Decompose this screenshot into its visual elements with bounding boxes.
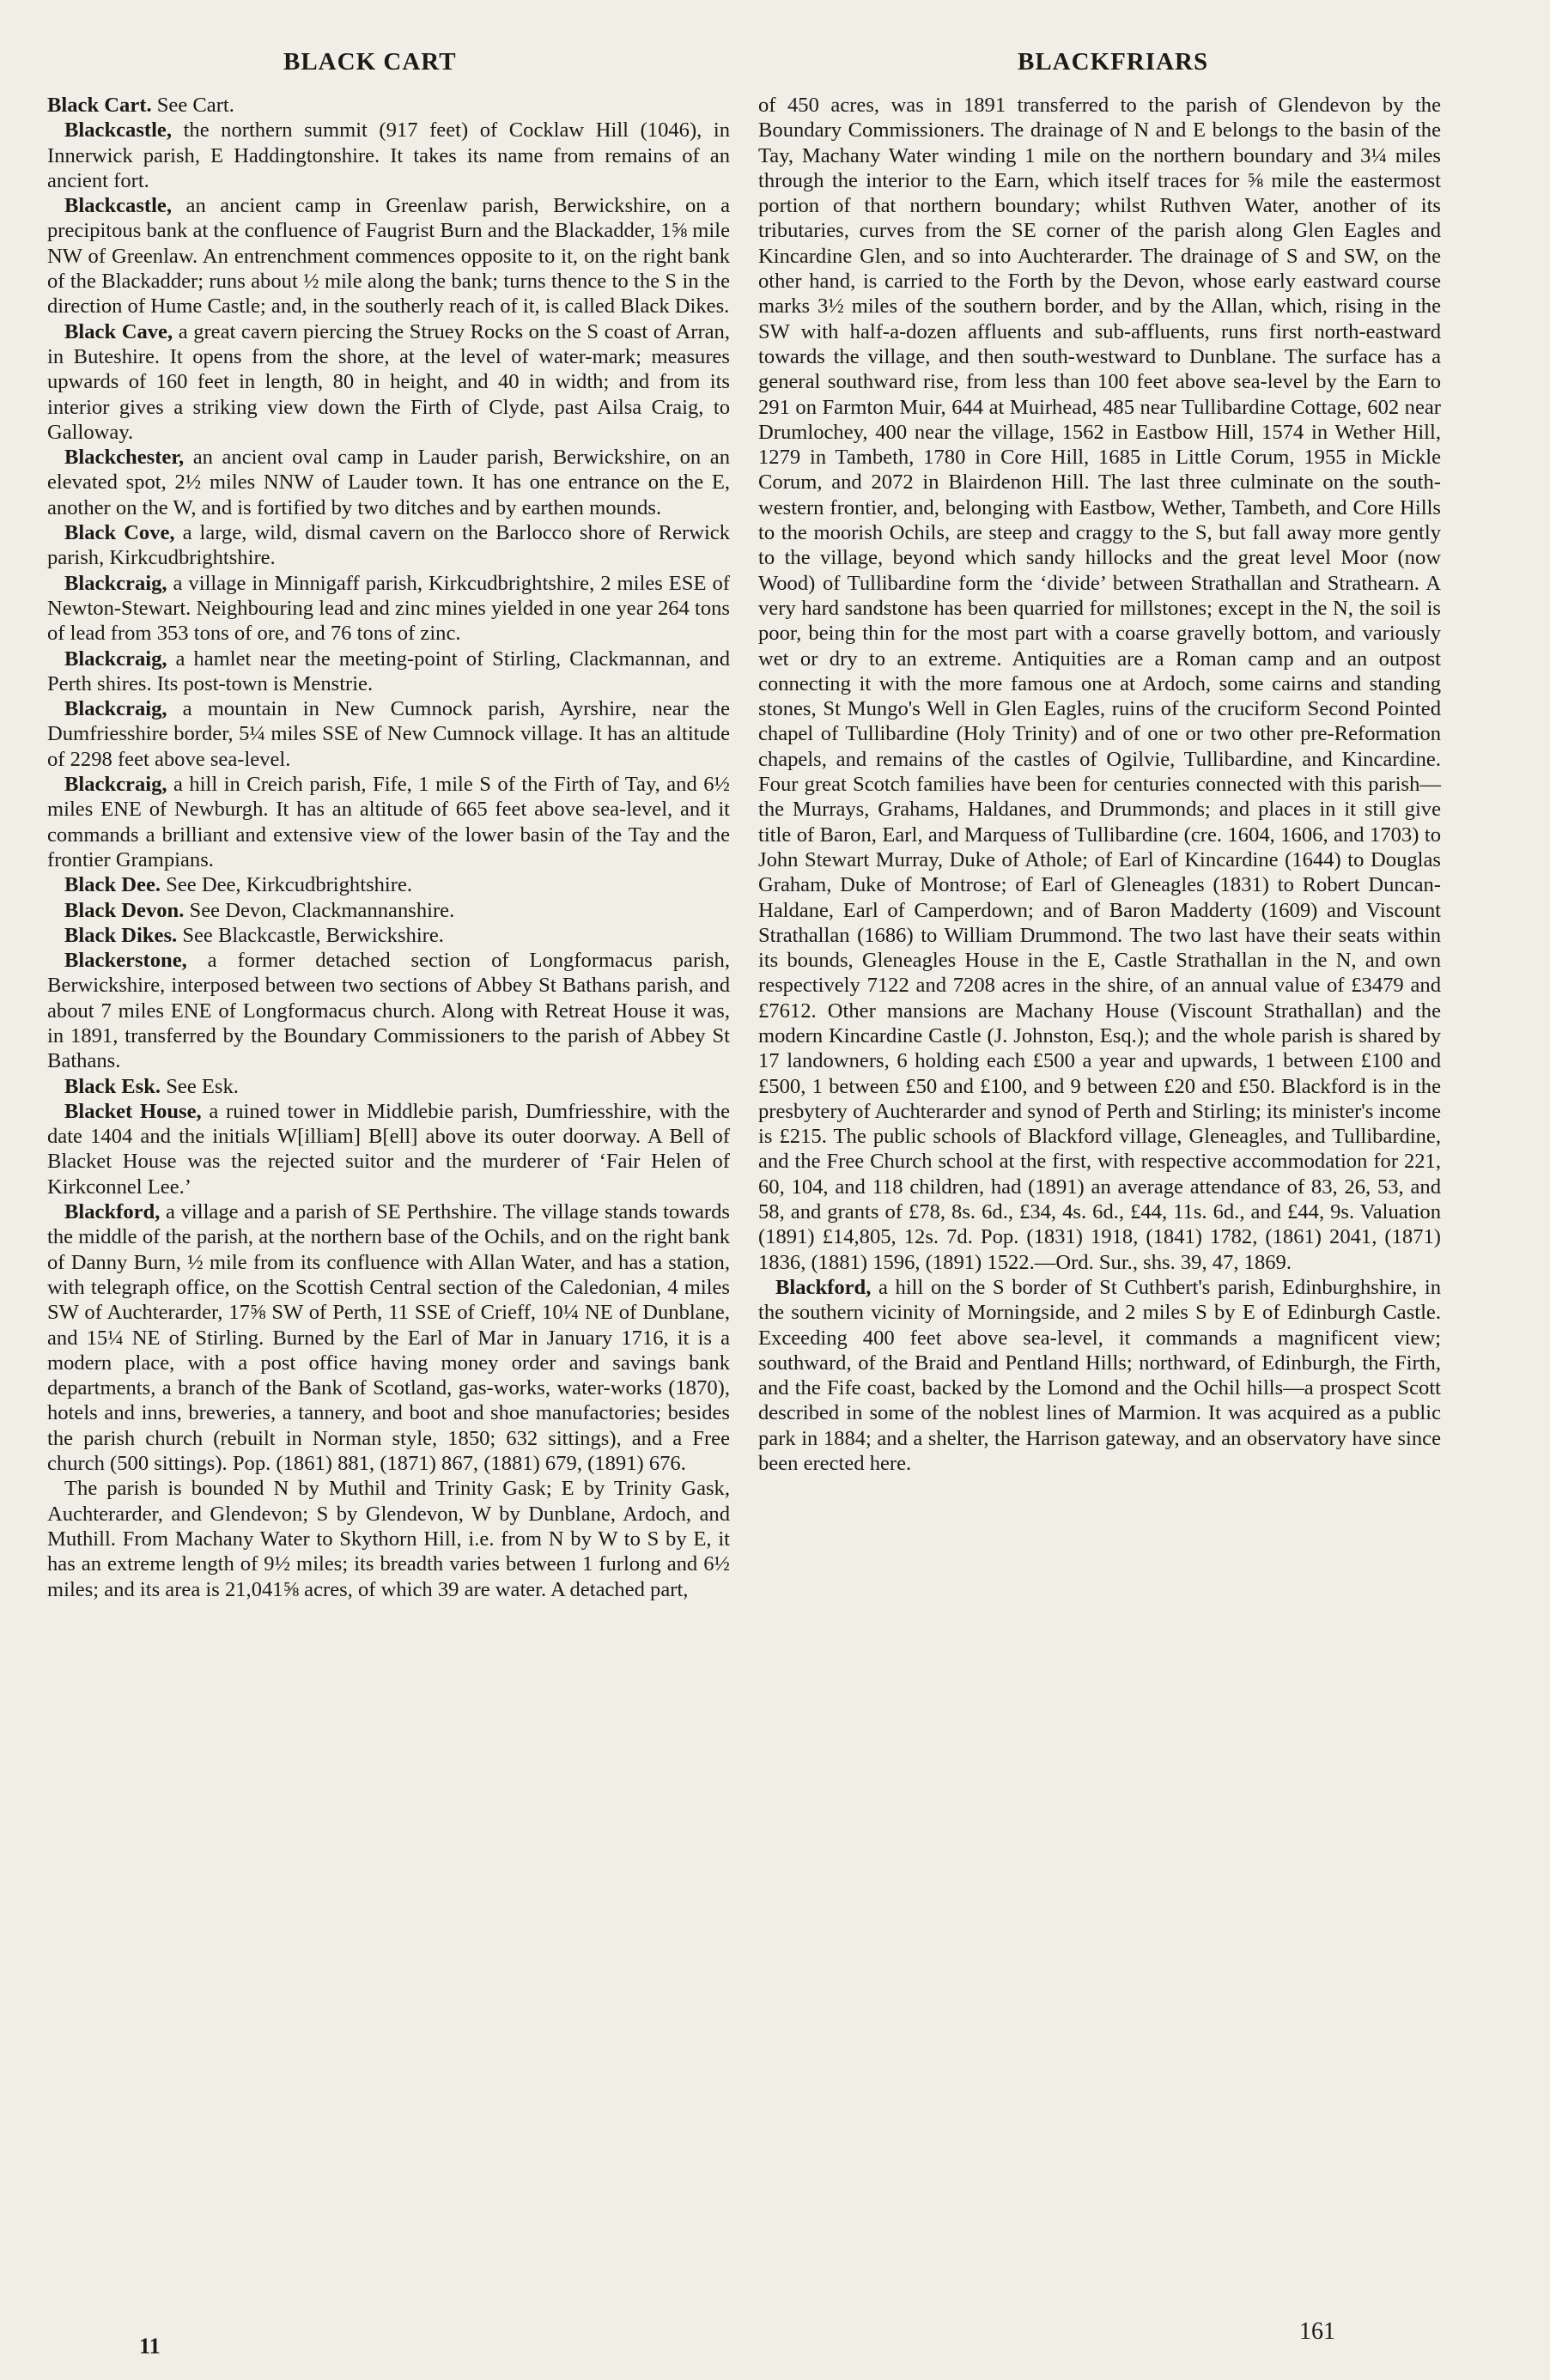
running-header	[0, 48, 1550, 82]
entry-text: a hamlet near the meeting-point of Stirling, Clackmannan, and Perth shires. Its post-town is Menstrie.	[47, 647, 730, 695]
right-column	[758, 93, 1441, 1476]
entry-text: of 450 acres, was in 1891 transferred to the parish of Glendevon by the Boundary Commissioners. The drainage of N and E belongs to the basin of the Tay, Machany Water winding 1 mile on the northern boundary and 3¼ miles through the interior to the Earn, which itself traces for ⅝ mile the eastermost portion of that northern boundary; whilst Ruthven Water, another of its tributaries, curves from the SE corner of the parish along Glen Eagles and Kincardine Glen, and so into Auchterarder. The drainage of S and SW, on the other hand, is carried to the Forth by the Devon, whose early eastward course marks 3½ miles of the southern border, and by the Allan, which, rising in the SW with half-a-dozen affluents and sub-affluents, runs first north-eastward towards the village, and then south-westward to Dunblane. The surface has a general southward rise, from less than 100 feet above sea-level by the Earn to 291 on Farmton Muir, 644 at Muirhead, 485 near Tullibardine Cottage, 602 near Drumlochey, 400 near the village, 1562 in Eastbow Hill, 1574 in Wether Hill, 1279 in Tambeth, 1780 in Core Hill, 1685 in Little Corum, 1955 in Mickle Corum, and 2072 in Blairdenon Hill. The last three culminate on the south-western frontier, and, belonging with Eastbow, Wether, Tambeth, and Core Hills to the moorish Ochils, are steep and craggy to the S, but fall away more gently to the village, beyond which sandy hillocks and the great level Moor (now Wood) of Tullibardine form the ‘divide’ between Strathallan and Strathearn. A very hard sandstone has been quarried for millstones; except in the N, the soil is poor, being thin for the most part with a coarse gravelly bottom, and variously wet or dry to an extreme. Antiquities are a Roman camp and an outpost connecting it with the more famous one at Ardoch, some cairns and standing stones, St Mungo's Well in Glen Eagles, ruins of the cruciform Second Pointed chapel of Tullibardine (Holy Trinity) and of one or two other pre-Reformation chapels, and remains of the castles of Ogilvie, Tullibardine, and Kincardine. Four great Scotch families have been for centuries connected with this parish—the Murrays, Grahams, Haldanes, and Drummonds; and places in it still give title of Baron, Earl, and Marquess of Tullibardine (cre. 1604, 1606, and 1703) to John Stewart Murray, Duke of Athole; of Earl of Kincardine (1644) to Douglas Graham, Duke of Montrose; of Earl of Gleneagles (1831) to Robert Duncan-Haldane, Earl of Camperdown; and of Baron Madderty (1609) and Viscount Strathallan (1686) to William Drummond. The two last have their seats within its bounds, Gleneagles House in the E, Castle Strathallan in the N, and own respectively 7122 and 7208 acres in the shire, of an annual value of £3479 and £7612. Other mansions are Machany House (Viscount Strathallan) and the modern Kincardine Castle (J. Johnston, Esq.); and the whole parish is shared by 17 landowners, 6 holding each £500 a year and upwards, 1 between £100 and £500, 1 between £50 and £100, and 9 between £20 and £50. Blackford is in the presbytery of Auchterarder and synod of Perth and Stirling; its minister's income is £215. The public schools of Blackford village, Gleneagles, and Tullibardine, and the Free Church school at the first, with respective accommodation for 221, 60, 104, and 118 children, had (1891) an average attendance of 83, 26, 53, and 58, and grants of £78, 8s. 6d., £34, 4s. 6d., £44, 11s. 6d., and £44, 9s. Valuation (1891) £14,805, 12s. 7d. Pop. (1831) 1918, (1841) 1782, (1861) 2041, (1871) 1836, (1881) 1596, (1891) 1522.—Ord. Sur., shs. 39, 47, 1869.	[758, 94, 1441, 1274]
entry-text: See Blackcastle, Berwickshire.	[177, 923, 444, 947]
gazetteer-entry	[47, 923, 730, 948]
gazetteer-entry	[47, 319, 730, 445]
gazetteer-entry	[47, 772, 730, 872]
entry-text: See Devon, Clackmannanshire.	[184, 898, 455, 922]
header-right: BLACKFRIARS	[1018, 48, 1209, 76]
gazetteer-entry	[47, 571, 730, 647]
gazetteer-entry	[758, 93, 1441, 1275]
entry-headword: Blackchester,	[64, 446, 185, 470]
entry-headword: Blacket House,	[64, 1099, 202, 1123]
gazetteer-entry	[47, 118, 730, 193]
entry-headword: Blackerstone,	[64, 949, 187, 973]
entry-text: a hill on the S border of St Cuthbert's parish, Edinburghshire, in the southern vicinity of Morningside, and 2 miles S by E of Edinburgh Castle. Exceeding 400 feet above sea-level, it commands a magnificent view; southward, of the Braid and Pentland Hills; northward, of Edinburgh, the Firth, and the Fife coast, backed by the Lomond and the Ochil hills—a prospect Scott described in some of the noblest lines of Marmion. It was acquired as a public park in 1884; and a shelter, the Harrison gateway, and an observatory have since been erected here.	[758, 1275, 1441, 1476]
entry-headword: Blackford,	[775, 1275, 872, 1299]
entry-text: a former detached section of Longformacus parish, Berwickshire, interposed between two sections of Abbey St Bathans parish, and about 7 miles ENE of Longformacus church. Along with Retreat House it was, in 1891, transferred by the Boundary Commissioners to the parish of Abbey St Bathans.	[47, 949, 730, 1073]
entry-headword: Blackford,	[64, 1200, 161, 1224]
entry-text: a large, wild, dismal cavern on the Barlocco shore of Rerwick parish, Kirkcudbrightshire.	[47, 521, 730, 570]
header-left: BLACK CART	[283, 48, 457, 76]
entry-headword: Black Dikes.	[64, 923, 178, 947]
entry-text: a ruined tower in Middlebie parish, Dumfriesshire, with the date 1404 and the initials W[illiam] B[ell] above its outer doorway. A Bell of Blacket House was the rejected suitor and the murderer of ‘Fair Helen of Kirkconnel Lee.’	[47, 1099, 730, 1199]
gazetteer-entry	[47, 93, 730, 118]
entry-headword: Blackcraig,	[64, 647, 167, 671]
gazetteer-entry	[47, 1099, 730, 1199]
gazetteer-entry	[47, 445, 730, 520]
entry-text: the northern summit (917 feet) of Cocklaw Hill (1046), in Innerwick parish, E Haddingtonshire. It takes its name from remains of an ancient fort.	[47, 118, 730, 192]
entry-text: See Cart.	[151, 94, 234, 117]
entry-headword: Black Esk.	[64, 1074, 161, 1098]
gazetteer-entry	[47, 898, 730, 923]
gazetteer-entry	[47, 948, 730, 1073]
entry-headword: Black Dee.	[64, 873, 161, 897]
entry-text: a great cavern piercing the Struey Rocks on the S coast of Arran, in Buteshire. It opens from the shore, at the level of water-mark; measures upwards of 160 feet in length, 80 in height, and 40 in width; and from its interior gives a striking view down the Firth of Clyde, past Ailsa Craig, to Galloway.	[47, 319, 730, 444]
entry-headword: Blackcraig,	[64, 773, 167, 797]
left-column	[47, 93, 730, 1602]
entry-text: a hill in Creich parish, Fife, 1 mile S of the Firth of Tay, and 6½ miles ENE of Newburgh. It has an altitude of 665 feet above sea-level, and it commands a brilliant and extensive view of the lower basin of the Tay and the frontier Grampians.	[47, 773, 730, 871]
gazetteer-entry	[47, 520, 730, 571]
gazetteer-entry	[47, 1199, 730, 1476]
entry-text: a village and a parish of SE Perthshire. The village stands towards the middle of the parish, at the northern base of the Ochils, and on the right bank of Danny Burn, ½ mile from its confluence with Allan Water, and has a station, with telegraph office, on the Scottish Central section of the Caledonian, 4 miles SW of Auchterarder, 17⅝ SW of Perth, 11 SSE of Crieff, 10¼ NE of Dunblane, and 15¼ NE of Stirling. Burned by the Earl of Mar in January 1716, it is a modern place, with a post office having money order and savings bank departments, a branch of the Bank of Scotland, gas-works, water-works (1870), hotels and inns, breweries, a tannery, and boot and shoe manufactories; besides the parish church (rebuilt in Norman style, 1850; 632 sittings), and a Free church (500 sittings). Pop. (1861) 881, (1871) 867, (1881) 679, (1891) 676.	[47, 1200, 730, 1476]
gazetteer-entry	[47, 1074, 730, 1099]
gazetteer-entry	[758, 1275, 1441, 1476]
entry-headword: Black Cove,	[64, 521, 175, 545]
entry-text: an ancient oval camp in Lauder parish, Berwickshire, on an elevated spot, 2½ miles NNW of Lauder town. It has one entrance on the E, another on the W, and is fortified by two ditches and by earthen mounds.	[47, 446, 730, 519]
entry-headword: Black Cart.	[47, 94, 152, 117]
signature-mark: 11	[139, 2334, 161, 2359]
entry-text: The parish is bounded N by Muthil and Trinity Gask; E by Trinity Gask, Auchterarder, and Glendevon; S by Glendevon, W by Dunblane, Ardoch, and Muthill. From Machany Water to Skythorn Hill, i.e. from N by W to S by E, it has an extreme length of 9½ miles; its breadth varies between 1 furlong and 6½ miles; and its area is 21,041⅝ acres, of which 39 are water. A detached part,	[47, 1477, 730, 1601]
entry-text: a mountain in New Cumnock parish, Ayrshire, near the Dumfriesshire border, 5¼ miles SSE of New Cumnock village. It has an altitude of 2298 feet above sea-level.	[47, 697, 730, 771]
gazetteer-entry	[47, 872, 730, 897]
gazetteer-entry	[47, 193, 730, 319]
entry-headword: Blackcastle,	[64, 194, 172, 218]
entry-headword: Blackcraig,	[64, 697, 167, 721]
entry-text: an ancient camp in Greenlaw parish, Berwickshire, on a precipitous bank at the confluence of Faugrist Burn and the Blackadder, 1⅝ mile NW of Greenlaw. An entrenchment commences opposite to it, on the right bank of the Blackadder; runs about ½ mile along the bank; turns thence to the S in the direction of Hume Castle; and, in the southerly reach of it, is called Black Dikes.	[47, 194, 730, 319]
page-number: 161	[1299, 2318, 1335, 2345]
entry-text: See Dee, Kirkcudbrightshire.	[161, 873, 413, 897]
entry-headword: Blackcastle,	[64, 118, 172, 143]
entry-text: See Esk.	[161, 1074, 239, 1098]
gazetteer-entry	[47, 1476, 730, 1601]
gazetteer-entry	[47, 647, 730, 697]
entry-headword: Black Cave,	[64, 319, 173, 343]
entry-headword: Black Devon.	[64, 898, 185, 922]
entry-text: a village in Minnigaff parish, Kirkcudbrightshire, 2 miles ESE of Newton-Stewart. Neighbouring lead and zinc mines yielded in one year 264 tons of lead from 353 tons of ore, and 76 tons of zinc.	[47, 571, 730, 646]
gazetteer-entry	[47, 696, 730, 772]
entry-headword: Blackcraig,	[64, 571, 167, 595]
